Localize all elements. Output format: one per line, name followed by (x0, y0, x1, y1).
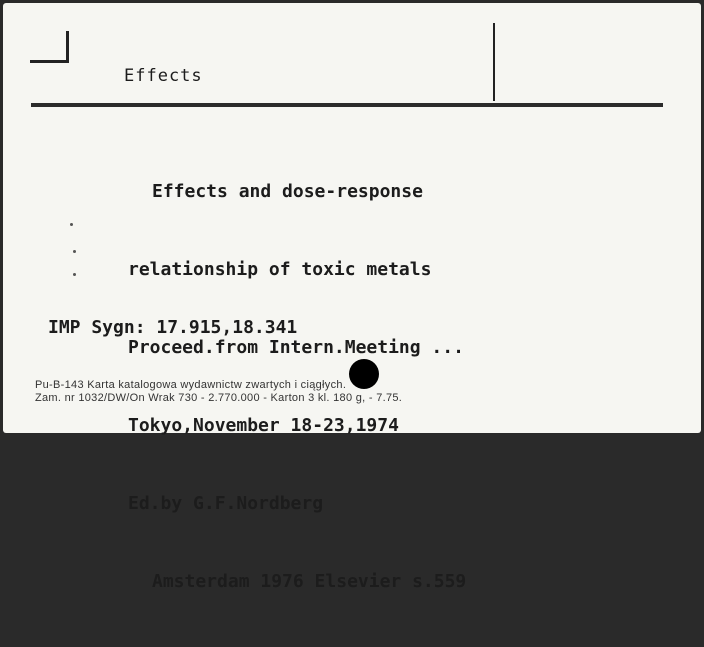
corner-mark (30, 31, 70, 63)
dust-speck (73, 273, 76, 276)
entry-line-1: Effects and dose-response (152, 181, 423, 202)
catalog-card (3, 3, 701, 592)
entry-line-4: Tokyo,November 18-23,1974 (128, 415, 399, 436)
header-divider (493, 23, 495, 101)
dust-speck (73, 250, 76, 253)
printer-note-2: Zam. nr 1032/DW/On Wrak 730 - 2.770.000 - Karton 3 kl. 180 g, - 7.75. (35, 392, 403, 404)
punch-hole (349, 359, 379, 389)
header-rule (31, 103, 663, 107)
corner-mark-horizontal (30, 60, 69, 63)
call-number: IMP Sygn: 17.915,18.341 (48, 317, 298, 338)
corner-mark-vertical (66, 31, 69, 63)
entry-line-2: relationship of toxic metals (128, 259, 432, 280)
printer-note-1: Pu-B-143 Karta katalogowa wydawnictw zwartych i ciągłych. (35, 379, 347, 391)
card-heading: Effects (124, 66, 203, 86)
entry-line-3: Proceed.from Intern.Meeting ... (128, 337, 464, 358)
entry-line-5: Ed.by G.F.Nordberg (128, 493, 324, 514)
entry-line-6: Amsterdam 1976 Elsevier s.559 (152, 571, 467, 592)
dust-speck (70, 223, 73, 226)
